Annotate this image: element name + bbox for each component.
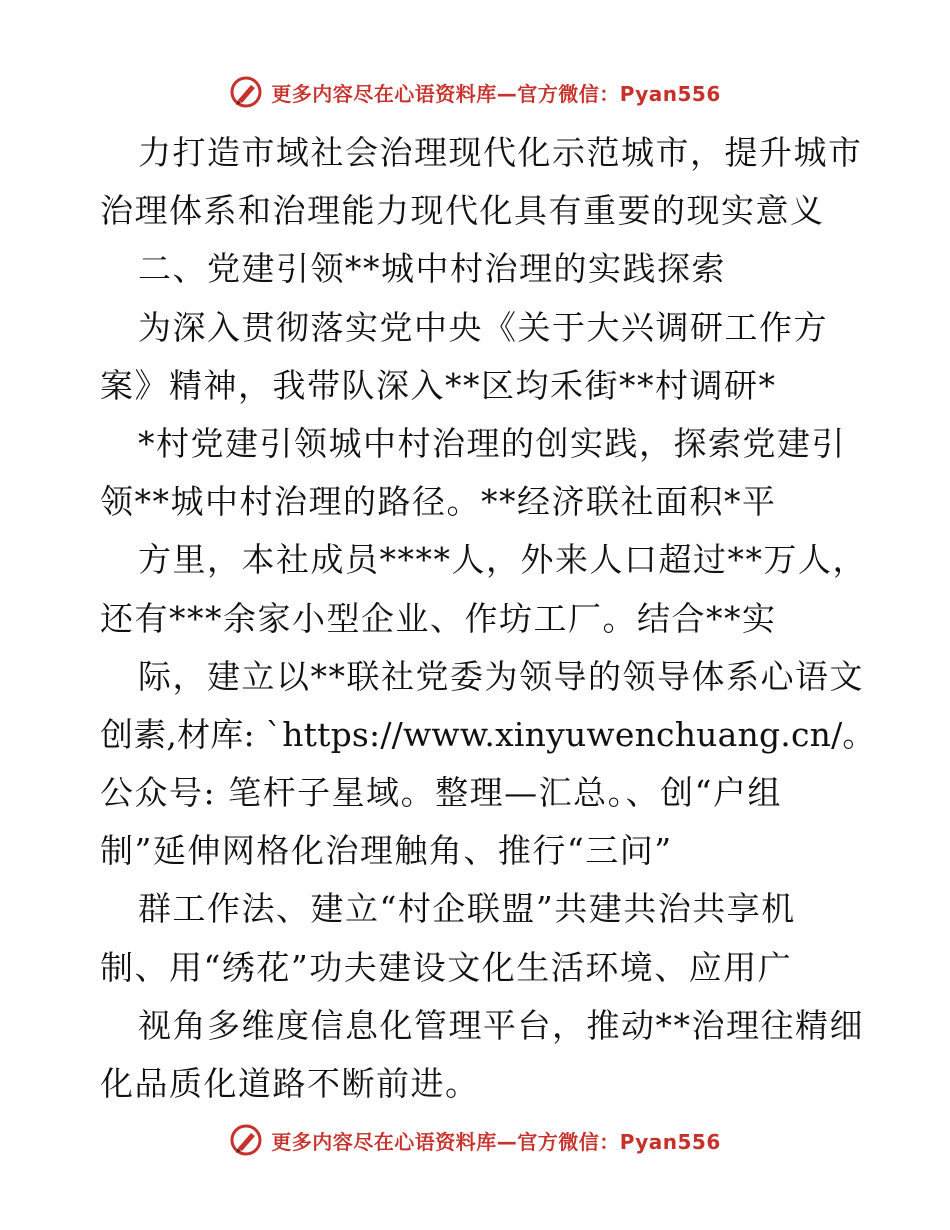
text-line: 方里，本社成员****人，外来人口超过**万人，	[138, 540, 867, 580]
text-line: 化品质化道路不断前进。	[100, 1064, 480, 1103]
text-line: 力打造市域社会治理现代化示范城市，提升城市	[138, 133, 863, 172]
text-line: 群工作法、建立“村企联盟”共建共治共享机	[138, 889, 796, 929]
text-line: 公众号: 笔杆子星域。整理—汇总。、创“户组	[100, 773, 782, 813]
text-line: 案》精神，我带队深入**区均禾街**村调研*	[100, 365, 777, 405]
pen-logo-icon	[229, 75, 263, 109]
banner-text: 更多内容尽在心语资料库—官方微信：Pyan556	[271, 81, 721, 106]
text-line: 制、用“绣花”功夫建设文化生活环境、应用广	[100, 947, 793, 987]
header-banner	[0, 72, 950, 112]
footer-banner	[0, 1120, 950, 1160]
pen-logo-icon	[229, 1123, 263, 1157]
section-heading: 二、党建引领**城中村治理的实践探索	[138, 249, 726, 289]
banner-text: 更多内容尽在心语资料库—官方微信：Pyan556	[271, 1129, 721, 1154]
text-line: 治理体系和治理能力现代化具有重要的现实意义	[100, 191, 825, 231]
text-line: *村党建引领城中村治理的创实践，探索党建引	[138, 423, 846, 463]
text-line: 领**城中村治理的路径。**经济联社面积*平	[100, 482, 777, 522]
text-line: 际，建立以**联社党委为领导的领导体系心语文	[138, 656, 864, 696]
document-body	[100, 124, 876, 1113]
text-line: 制”延伸网格化治理触角、推行“三问”	[100, 831, 673, 871]
text-line: 为深入贯彻落实党中央《关于大兴调研工作方	[138, 307, 828, 347]
text-line: 还有***余家小型企业、作坊工厂。结合**实	[100, 598, 777, 638]
text-line-url: 创素,材库: `https://www.xinyuwenchuang.cn/。	[100, 714, 876, 754]
text-line: 视角多维度信息化管理平台，推动**治理往精细	[138, 1005, 864, 1045]
